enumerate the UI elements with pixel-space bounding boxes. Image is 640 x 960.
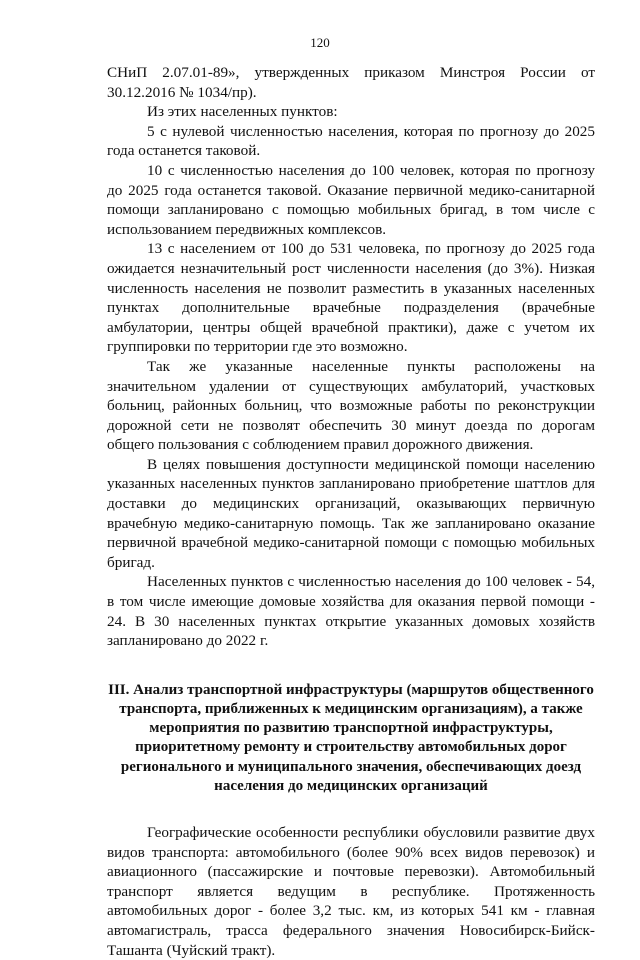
paragraph-shuttles: В целях повышения доступности медицинской помощи населению указанных населенных пунктов запланировано приобретение шаттлов для доставки до медицинских организаций, оказывающих первичную врачебную медико-санитарную помощь. Так же запланировано оказание первичной врачебной медико-санитарной помощи с помощью мобильных бригад.	[107, 455, 595, 571]
paragraph-geography: Географические особенности республики обусловили развитие двух видов транспорта: автомобильного (более 90% всех видов перевозок) и авиационного (пассажирские и почтовые перевозки). Автомобильный транспорт является ведущим в республике. Протяженность автомобильных дорог - более 3,2 тыс. км, из которых 541 км - главная автомагистраль, трасса федерального значения Новосибирск-Бийск-Ташанта (Чуйский тракт).	[107, 824, 595, 959]
paragraph-under-100: 10 с численностью населения до 100 человек, которая по прогнозу до 2025 года останется таковой. Оказание первичной медико-санитарной помощи запланировано с помощью мобильных бригад, в том числе с использованием передвижных комплексов.	[107, 161, 595, 238]
section-heading: III. Анализ транспортной инфраструктуры (маршрутов общественного транспорта, приближенных к медицинским организациям), а также мероприятия по развитию транспортной инфраструктуры, приоритетному ремонту и строительству автомобильных дорог регионального и муниципального значения, обеспечивающих доезд населения до медицинских организаций	[108, 681, 594, 794]
paragraph-household-aid: Населенных пунктов с численностью населения до 100 человек - 54, в том числе имеющие домовые хозяйства для оказания первой помощи - 24. В 30 населенных пунктах открытие указанных домовых хозяйств запланировано до 2022 г.	[107, 573, 595, 650]
page-number: 120	[310, 35, 330, 50]
paragraph-zero-population: 5 с нулевой численностью населения, которая по прогнозу до 2025 года останется таковой.	[107, 122, 595, 160]
paragraph-100-to-531: 13 с населением от 100 до 531 человека, по прогнозу до 2025 года ожидается незначительный рост численности населения (до 3%). Низкая численность населения не позволит разместить в указанных населенных пунктах дополнительные врачебные подразделения (врачебные амбулатории, центры общей врачебной практики), даже с учетом их группировки по территории где это возможно.	[107, 240, 595, 356]
paragraph-intro: Из этих населенных пунктов:	[147, 103, 338, 121]
paragraph-continuation: СНиП 2.07.01-89», утвержденных приказом Минстроя России от 30.12.2016 № 1034/пр).	[107, 64, 595, 101]
document-body	[107, 63, 595, 960]
paragraph-remoteness: Так же указанные населенные пункты расположены на значительном удалении от существующих амбулаторий, участковых больниц, районных больниц, что возможные работы по реконструкции дорожной сети не позволят обеспечить 30 минут доезда по дорогам общего пользования с соблюдением правил дорожного движения.	[107, 357, 595, 454]
